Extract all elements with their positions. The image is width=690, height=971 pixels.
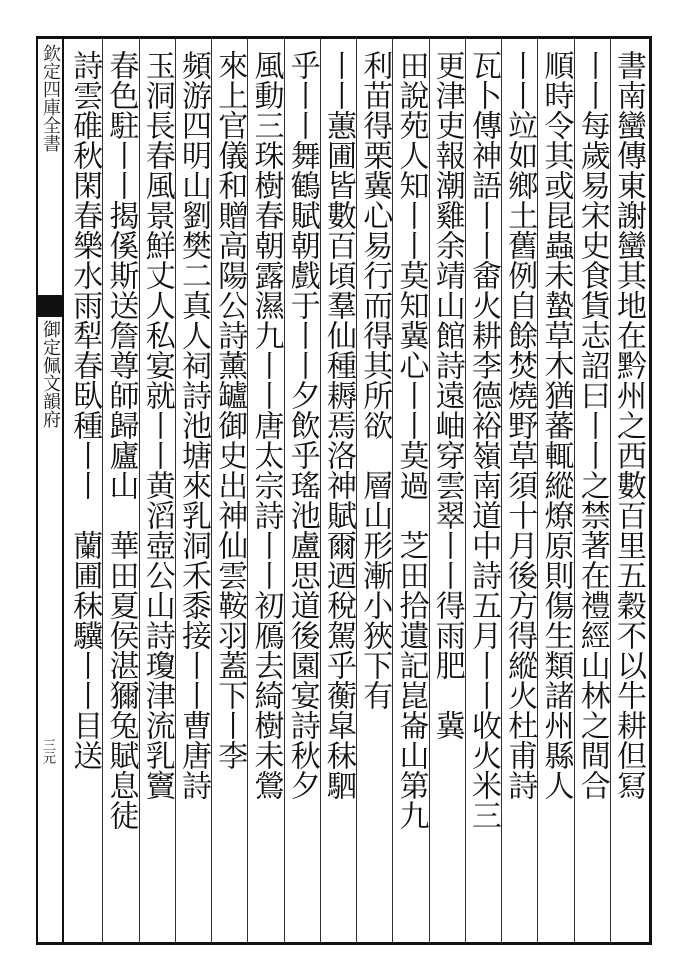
column-divider <box>247 39 248 942</box>
text-column: 來上官儀和贈高陽公詩薰罏御史出神仙雲鞍羽蓋下丨李 <box>212 50 248 770</box>
text-column: 順時令其或昆蟲未蟄草木猶蕃輒縱燎原則傷生類諸州縣人 <box>538 50 574 800</box>
text-column: 詩雲碓秋閑春樂水雨犁春臥種丨丨 蘭圃秣驥丨丨目送 <box>67 50 103 770</box>
text-column: 更津吏報潮雞余靖山館詩遠岫穿雲翠丨丨得雨肥 冀 <box>429 50 465 740</box>
column-divider <box>356 39 357 942</box>
text-column: 丨丨每歲易宋史食貨志詔曰丨丨之禁著在禮經山林之間合 <box>574 50 610 800</box>
text-column: 丨丨竝如鄉土舊例自餘焚燒野草須十月後方得縱火杜甫詩 <box>502 50 538 800</box>
frame-right-border <box>649 36 652 945</box>
column-divider <box>211 39 212 942</box>
text-column: 乎丨丨舞鶴賦朝戲于丨丨夕飲乎瑤池盧思道後園宴詩秋夕 <box>284 50 320 800</box>
column-divider <box>501 39 502 942</box>
frame-top-border <box>36 36 652 39</box>
text-column: 丨丨蕙圃皆數百頃羣仙種耨焉洛神賦爾迺稅駕乎蘅皐秣駟 <box>321 50 356 800</box>
frame-bottom-border <box>36 942 652 945</box>
text-column: 田說苑人知丨丨莫知冀心丨丨莫過 芝田拾遺記崑崙山第九 <box>393 50 429 830</box>
column-divider <box>392 39 393 942</box>
fishtail-block <box>38 295 62 317</box>
text-column: 春色駐丨丨揭傒斯送詹尊師歸廬山 華田夏侯湛獮兔賦息徒 <box>103 50 139 830</box>
margin-rule <box>62 39 64 942</box>
text-column: 風動三珠樹春朝露濕九丨丨唐太宗詩丨丨初鴈去綺樹未鶯 <box>248 50 284 800</box>
page-number: 三元 <box>40 738 55 764</box>
page-margin-strip <box>38 39 62 942</box>
column-divider <box>537 39 538 942</box>
text-column: 瓦卜傳神語丨丨畬火耕李德裕嶺南道中詩五月丨丨收火米三 <box>466 50 501 830</box>
column-divider <box>102 39 103 942</box>
book-subtitle: 御定佩文韻府 <box>40 320 61 428</box>
text-column: 書南蠻傳東謝蠻其地在黔州之西數百里五穀不以牛耕但冩 <box>611 50 646 800</box>
text-column: 利苗得栗冀心易行而得其所欲 層山形漸小狹下有 <box>357 50 393 710</box>
book-title: 欽定四庫全書 <box>40 44 61 152</box>
text-column: 玉洞長春風景鮮丈人私宴就丨丨黄滔壺公山詩瓊津流乳竇 <box>139 50 175 800</box>
text-column: 頻游四明山劉樊二真人祠詩池塘來乳洞禾黍接丨丨曹唐詩 <box>176 50 211 800</box>
